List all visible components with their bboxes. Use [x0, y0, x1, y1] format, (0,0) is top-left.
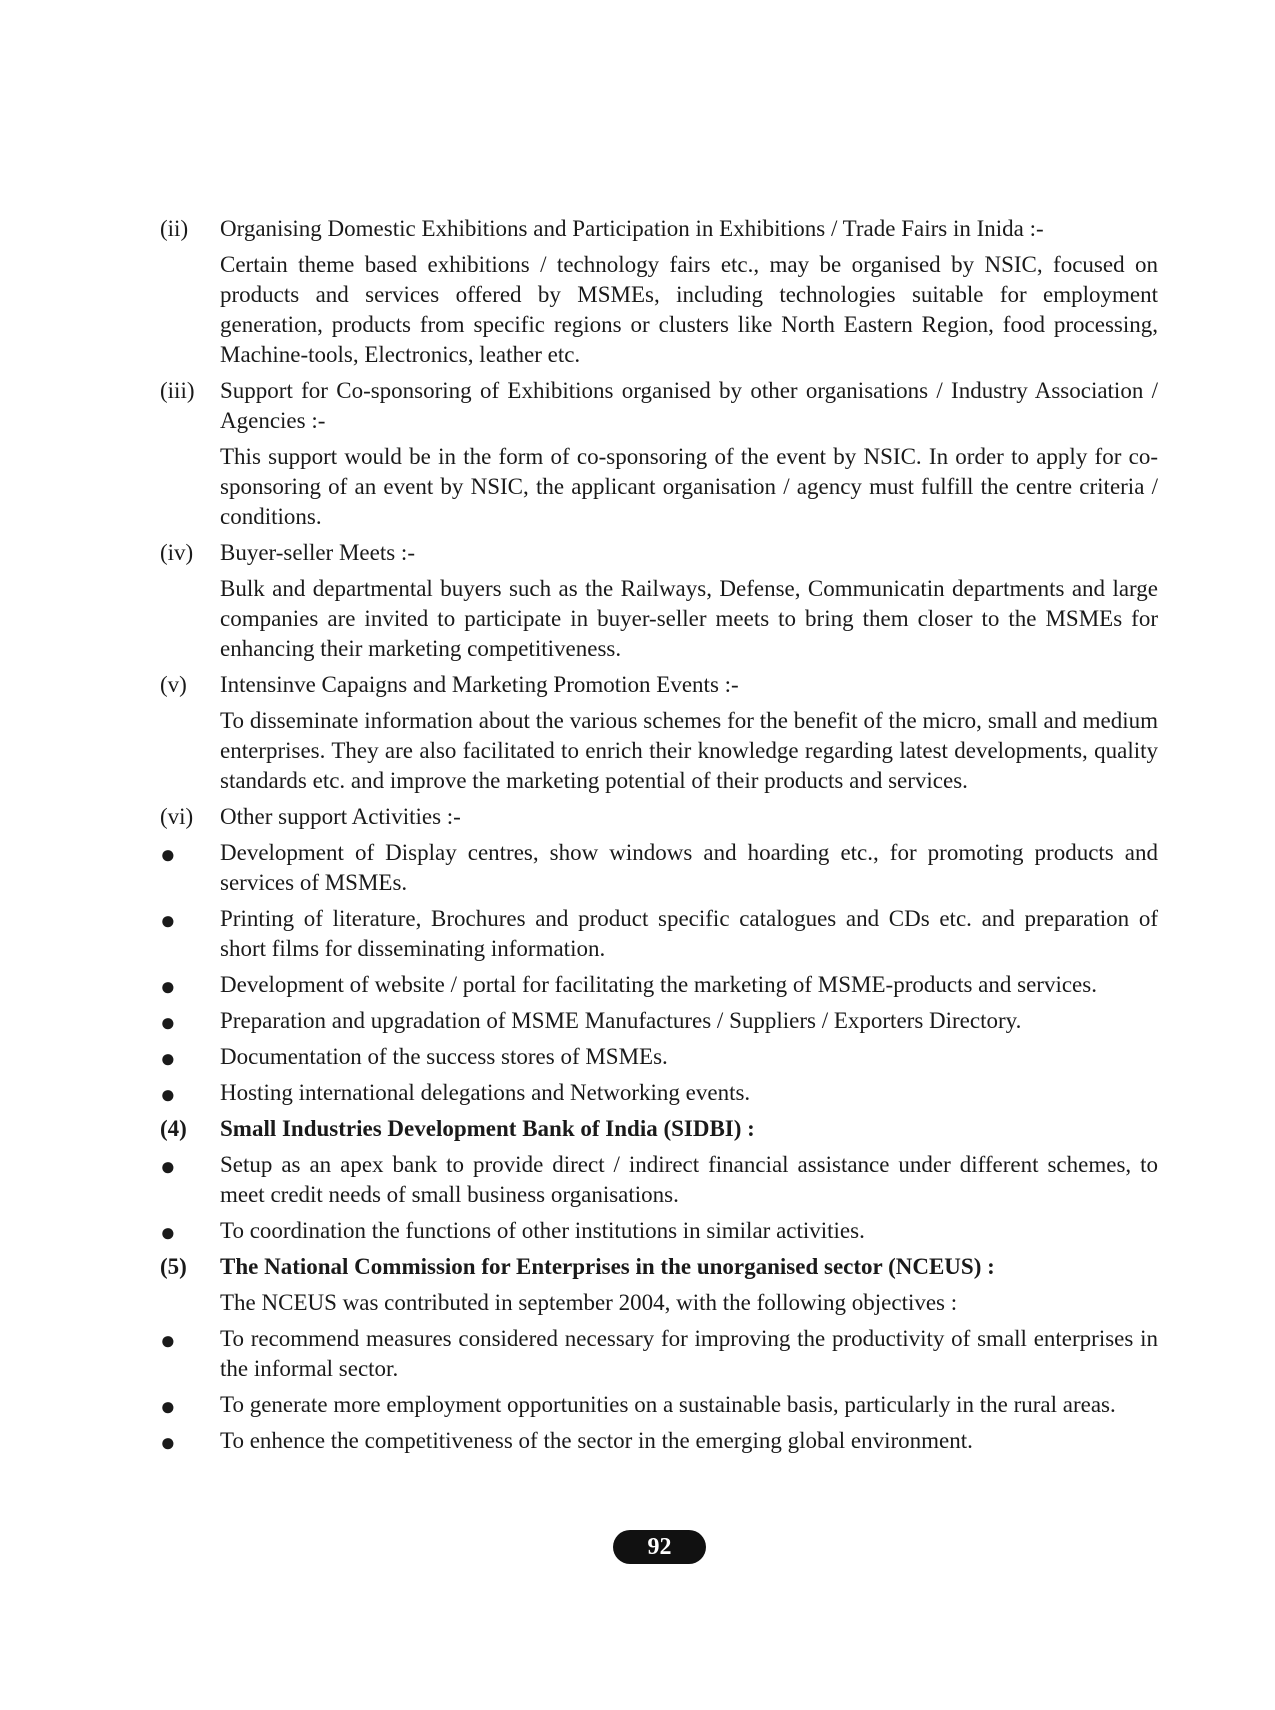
- bullet-icon: ●: [160, 906, 176, 935]
- list-item-text: Development of Display centres, show windows and hoarding etc., for promoting products and services of MSMEs.: [220, 840, 1158, 895]
- list-item-text: Preparation and upgradation of MSME Manufactures / Suppliers / Exporters Directory.: [220, 1008, 1022, 1033]
- list-item: [160, 970, 1158, 1000]
- section-ii-title: Organising Domestic Exhibitions and Participation in Exhibitions / Trade Fairs in Inida :-: [220, 216, 1044, 241]
- section-iii-body: This support would be in the form of co-sponsoring of the event by NSIC. In order to apply for co-sponsoring of an event by NSIC, the applicant organisation / agency must fulfill the centre criteria / conditions.: [220, 444, 1158, 529]
- bullet-icon: ●: [160, 1326, 176, 1355]
- section-4-marker: (4): [160, 1116, 187, 1141]
- page-number: 92: [613, 1530, 706, 1564]
- bullet-icon: ●: [160, 1044, 176, 1073]
- list-item-text: To coordination the functions of other institutions in similar activities.: [220, 1218, 865, 1243]
- list-item: [160, 1042, 1158, 1072]
- list-item: [160, 1324, 1158, 1384]
- section-4-title: Small Industries Development Bank of India (SIDBI) :: [220, 1116, 755, 1141]
- list-item-text: Printing of literature, Brochures and product specific catalogues and CDs etc. and preparation of short films for disseminating information.: [220, 906, 1158, 961]
- list-item: [160, 1426, 1158, 1456]
- list-item: [160, 1006, 1158, 1036]
- list-item-text: Setup as an apex bank to provide direct / indirect financial assistance under different schemes, to meet credit needs of small business organisations.: [220, 1152, 1158, 1207]
- section-iv-marker: (iv): [160, 540, 194, 565]
- list-item: [160, 904, 1158, 964]
- bullet-icon: ●: [160, 1008, 176, 1037]
- bullet-icon: ●: [160, 972, 176, 1001]
- list-item: [160, 1150, 1158, 1210]
- section-v-heading: [160, 670, 1158, 700]
- list-item-text: Hosting international delegations and Networking events.: [220, 1080, 751, 1105]
- section-ii-marker: (ii): [160, 216, 189, 241]
- bullet-icon: ●: [160, 1218, 176, 1247]
- section-v-body: To disseminate information about the various schemes for the benefit of the micro, small and medium enterprises. They are also facilitated to enrich their knowledge regarding latest developments, quality standards etc. and improve the marketing potential of their products and services.: [220, 708, 1158, 793]
- list-item-text: Documentation of the success stores of MSMEs.: [220, 1044, 668, 1069]
- section-iv-heading: [160, 538, 1158, 568]
- bullet-icon: ●: [160, 1428, 176, 1457]
- list-item-text: To generate more employment opportunities on a sustainable basis, particularly in the rural areas.: [220, 1392, 1116, 1417]
- bullet-icon: ●: [160, 1392, 176, 1421]
- section-iii-heading: [160, 376, 1158, 436]
- section-iii-title: Support for Co-sponsoring of Exhibitions organised by other organisations / Industry Association / Agencies :-: [220, 378, 1158, 433]
- section-vi-title: Other support Activities :-: [220, 804, 461, 829]
- page-content: [160, 214, 1158, 1462]
- section-5-intro: The NCEUS was contributed in september 2004, with the following objectives :: [220, 1290, 958, 1315]
- list-item: [160, 1078, 1158, 1108]
- section-vi-marker: (vi): [160, 804, 194, 829]
- list-item: [160, 1216, 1158, 1246]
- section-v-title: Intensinve Capaigns and Marketing Promotion Events :-: [220, 672, 739, 697]
- bullet-icon: ●: [160, 1152, 176, 1181]
- list-item-text: Development of website / portal for facilitating the marketing of MSME-products and services.: [220, 972, 1097, 997]
- section-iii-marker: (iii): [160, 378, 195, 403]
- section-5-marker: (5): [160, 1254, 187, 1279]
- section-iv-title: Buyer-seller Meets :-: [220, 540, 415, 565]
- section-vi-heading: [160, 802, 1158, 832]
- list-item: [160, 1390, 1158, 1420]
- section-v-marker: (v): [160, 672, 187, 697]
- section-iv-body: Bulk and departmental buyers such as the Railways, Defense, Communicatin departments and large companies are invited to participate in buyer-seller meets to bring them closer to the MSMEs for enhancing their marketing competitiveness.: [220, 576, 1158, 661]
- section-4-heading: [160, 1114, 1158, 1144]
- bullet-icon: ●: [160, 1080, 176, 1109]
- section-5-title: The National Commission for Enterprises in the unorganised sector (NCEUS) :: [220, 1254, 995, 1279]
- section-ii-body: Certain theme based exhibitions / technology fairs etc., may be organised by NSIC, focused on products and services offered by MSMEs, including technologies suitable for employment generation, products from specific regions or clusters like North Eastern Region, food processing, Machine-tools, Electronics, leather etc.: [220, 252, 1158, 367]
- section-5-heading: [160, 1252, 1158, 1282]
- list-item-text: To recommend measures considered necessary for improving the productivity of small enterprises in the informal sector.: [220, 1326, 1158, 1381]
- list-item: [160, 838, 1158, 898]
- list-item-text: To enhence the competitiveness of the sector in the emerging global environment.: [220, 1428, 973, 1453]
- bullet-icon: ●: [160, 840, 176, 869]
- section-ii-heading: [160, 214, 1158, 244]
